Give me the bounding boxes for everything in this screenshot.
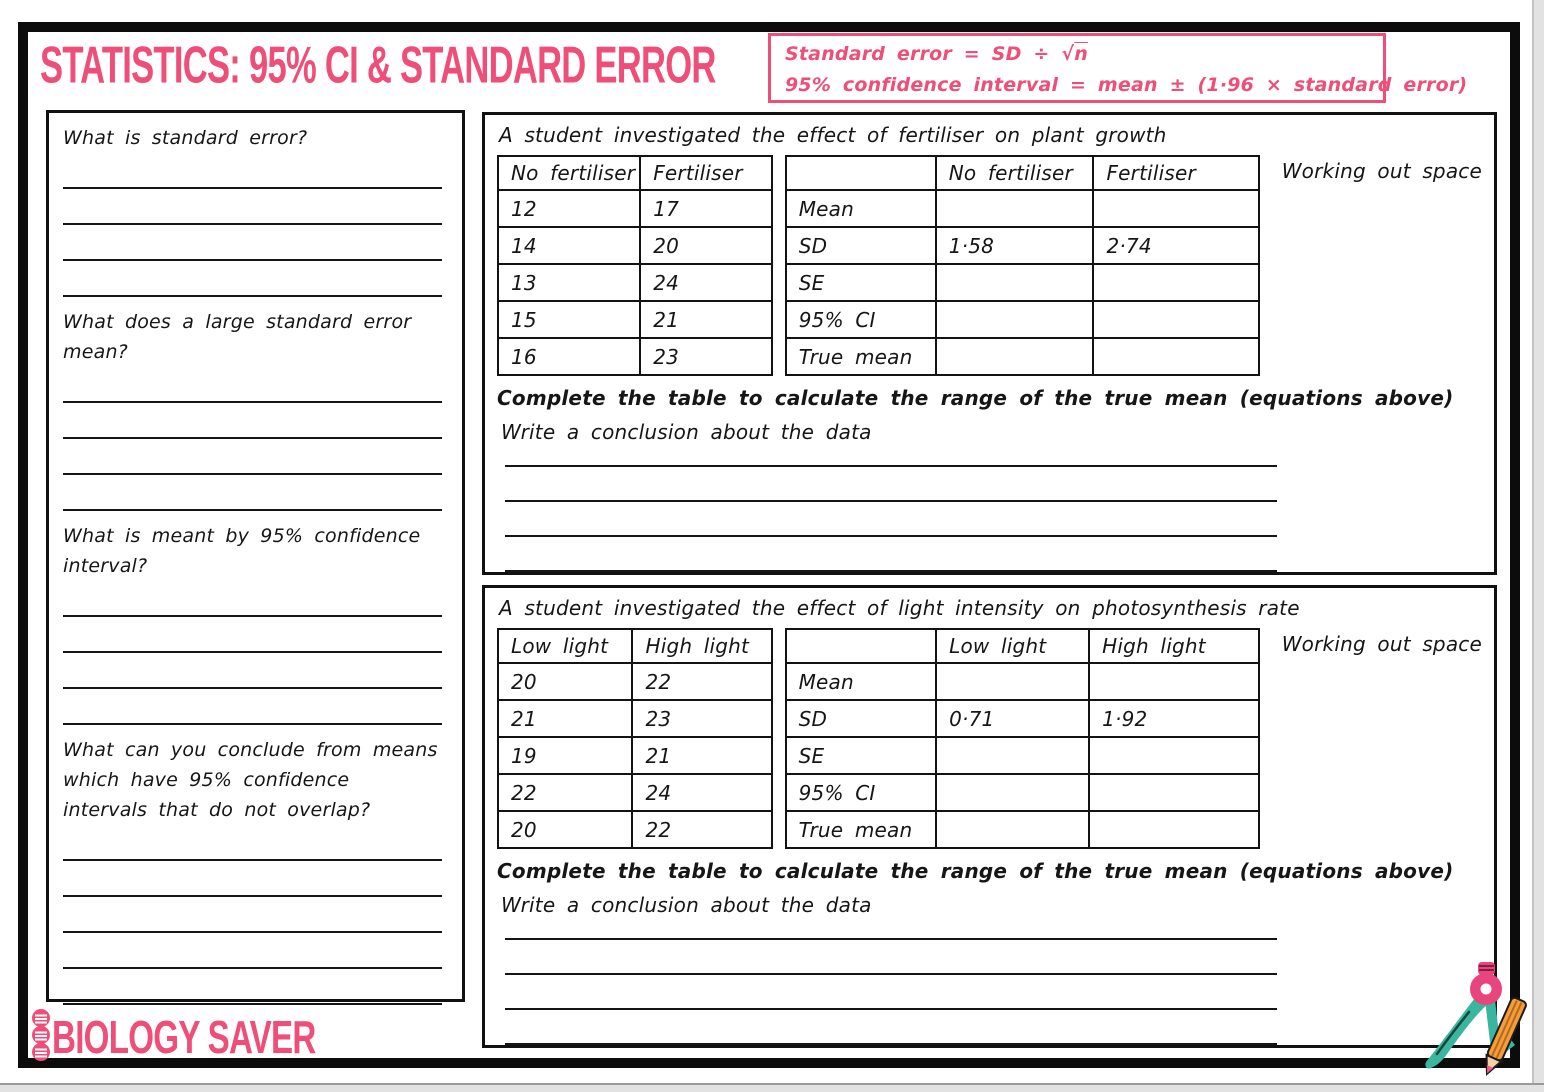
data-cell: 21 [632,737,771,774]
answer-line[interactable] [63,897,442,933]
col-header-low-light: Low light [498,629,632,663]
fill-cell[interactable] [936,811,1089,848]
working-out-space-label: Working out space [1281,632,1482,656]
col-header-high-light: High light [1089,629,1259,663]
fill-cell[interactable] [1089,663,1259,700]
data-cell: 20 [498,663,632,700]
row-label-true-mean: True mean [786,811,937,848]
answer-line[interactable] [63,189,442,225]
data-cell: 16 [498,338,640,375]
data-cell: 23 [640,338,772,375]
col-header-no-fertiliser: No fertiliser [936,156,1094,190]
write-conclusion-instruction: Write a conclusion about the data [501,893,872,917]
table-row [786,811,1259,848]
table-row [498,301,772,338]
table-row [786,190,1259,227]
table-header-row [498,156,772,190]
brand-logo [28,1008,418,1066]
answer-line[interactable] [63,153,442,189]
value-cell: 2·74 [1093,227,1258,264]
section-fertiliser [482,112,1497,575]
conclusion-lines [505,905,1277,1045]
data-cell: 22 [498,774,632,811]
answer-line[interactable] [63,581,442,617]
table-row [786,737,1259,774]
table-row [498,190,772,227]
data-cell: 15 [498,301,640,338]
data-cell: 21 [498,700,632,737]
sqrt-icon: √ [1061,43,1075,65]
corner-cell [786,629,937,663]
answer-line[interactable] [505,502,1277,537]
fill-cell[interactable] [936,338,1094,375]
data-cell: 12 [498,190,640,227]
data-cell: 22 [632,811,771,848]
answer-line[interactable] [63,367,442,403]
data-cell: 24 [632,774,771,811]
table-row [786,264,1259,301]
table-row [498,700,772,737]
question-standard-error: What is standard error? [63,127,308,149]
answer-line[interactable] [63,439,442,475]
row-label-95ci: 95% CI [786,301,936,338]
brand-name: BIOLOGY SAVER [52,1011,316,1063]
data-cell: 13 [498,264,640,301]
table-row [498,737,772,774]
section-light-intensity [482,585,1497,1048]
answer-line[interactable] [505,467,1277,502]
answer-line[interactable] [505,537,1277,572]
answer-line[interactable] [63,653,442,689]
row-label-se: SE [786,737,937,774]
row-label-95ci: 95% CI [786,774,937,811]
complete-table-instruction: Complete the table to calculate the range of the true mean (equations above) [497,386,1454,410]
fill-cell[interactable] [1089,811,1259,848]
question-large-standard-error: What does a large standard error mean? [63,311,412,363]
col-header-low-light: Low light [936,629,1089,663]
page-edge-bottom [0,1083,1544,1092]
data-cell: 20 [498,811,632,848]
fill-cell[interactable] [936,264,1094,301]
table-row [498,264,772,301]
table-row [498,811,772,848]
value-cell: 1·92 [1089,700,1259,737]
table-row [786,663,1259,700]
table-row [498,227,772,264]
row-label-sd: SD [786,227,936,264]
data-cell: 24 [640,264,772,301]
formula-box [768,33,1468,103]
row-label-se: SE [786,264,936,301]
question-95-ci: What is meant by 95% confidence interval? [63,525,421,577]
data-cell: 17 [640,190,772,227]
questions-panel [46,110,465,1002]
col-header-no-fertiliser: No fertiliser [498,156,640,190]
answer-line[interactable] [63,617,442,653]
page-title-text: STATISTICS: 95% CI & STANDARD ERROR [40,37,716,95]
table-row [786,774,1259,811]
question-non-overlap-ci: What can you conclude from means which have 95% confidence intervals that do not overlap? [63,739,438,821]
formula-confidence-interval: 95% confidence interval = mean ± (1·96 × standard error) [785,74,1468,96]
light-stats-table [785,628,1260,849]
answer-line[interactable] [63,933,442,969]
table-row [786,227,1259,264]
table-header-row [786,156,1259,190]
answer-line[interactable] [63,261,442,297]
row-label-mean: Mean [786,190,936,227]
table-row [786,301,1259,338]
data-cell: 22 [632,663,771,700]
table-header-row [786,629,1259,663]
data-cell: 20 [640,227,772,264]
table-row [786,338,1259,375]
corner-cell [786,156,936,190]
fill-cell[interactable] [1089,737,1259,774]
section-heading: A student investigated the effect of light intensity on photosynthesis rate [499,596,1300,620]
answer-line[interactable] [63,969,442,1005]
formula-standard-error: Standard error = SD ÷ √n [785,43,1088,65]
fertiliser-data-table [497,155,773,376]
answer-line[interactable] [63,475,442,511]
fill-cell[interactable] [1093,301,1258,338]
table-header-row [498,629,772,663]
fill-cell[interactable] [936,301,1094,338]
table-row [498,774,772,811]
fertiliser-stats-table [785,155,1260,376]
col-header-fertiliser: Fertiliser [1093,156,1258,190]
fill-cell[interactable] [936,663,1089,700]
answer-line[interactable] [63,403,442,439]
answer-line[interactable] [63,225,442,261]
answer-line[interactable] [505,975,1277,1010]
data-cell: 19 [498,737,632,774]
table-row [786,700,1259,737]
light-data-table [497,628,773,849]
answer-line[interactable] [63,861,442,897]
row-label-mean: Mean [786,663,937,700]
fill-cell[interactable] [1093,264,1258,301]
row-label-sd: SD [786,700,937,737]
working-out-space-label: Working out space [1281,159,1482,183]
value-cell: 1·58 [936,227,1094,264]
table-row [498,663,772,700]
fill-cell[interactable] [1093,338,1258,375]
data-cell: 23 [632,700,771,737]
table-row [498,338,772,375]
conclusion-lines [505,432,1277,572]
data-cell: 14 [498,227,640,264]
fill-cell[interactable] [936,737,1089,774]
write-conclusion-instruction: Write a conclusion about the data [501,420,872,444]
answer-line[interactable] [63,825,442,861]
compass-pencil-icon [1398,960,1532,1092]
fill-cell[interactable] [1089,774,1259,811]
col-header-high-light: High light [632,629,771,663]
section-heading: A student investigated the effect of fertiliser on plant growth [499,123,1167,147]
complete-table-instruction: Complete the table to calculate the range of the true mean (equations above) [497,859,1454,883]
answer-line[interactable] [505,940,1277,975]
fill-cell[interactable] [936,774,1089,811]
answer-line[interactable] [505,1010,1277,1045]
col-header-fertiliser: Fertiliser [640,156,772,190]
fill-cell[interactable] [1093,190,1258,227]
answer-line[interactable] [63,689,442,725]
data-cell: 21 [640,301,772,338]
fill-cell[interactable] [936,190,1094,227]
row-label-true-mean: True mean [786,338,936,375]
page-edge-right [1532,0,1544,1092]
value-cell: 0·71 [936,700,1089,737]
